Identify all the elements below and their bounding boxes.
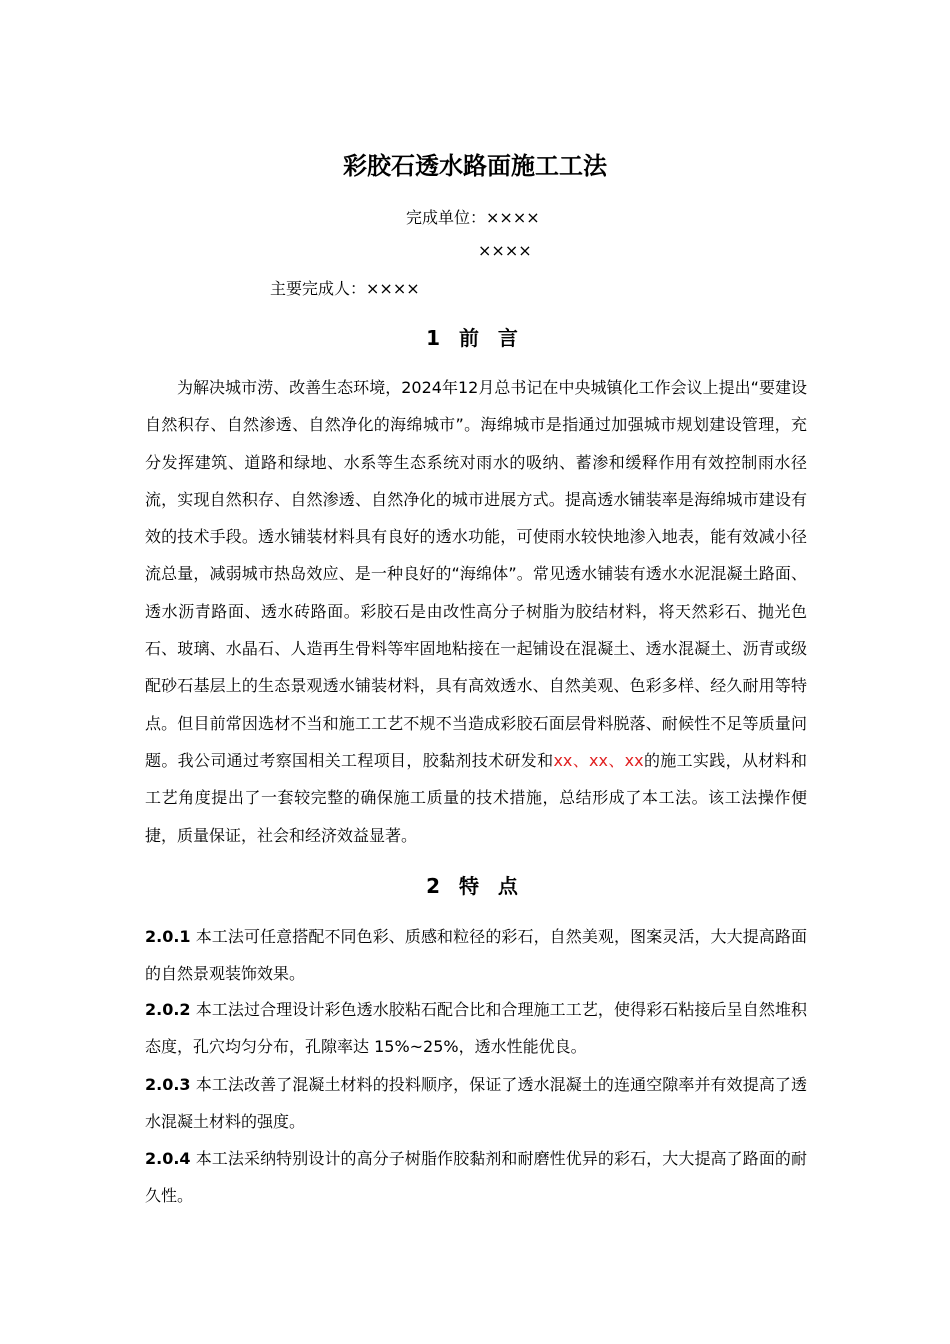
feature-text: 本工法可任意搭配不同色彩、质感和粒径的彩石，自然美观，图案灵活，大大提高路面的自然景观装饰效果。: [145, 927, 807, 983]
feature-number: 2.0.3: [145, 1075, 191, 1094]
document-title: 彩胶石透水路面施工工法: [343, 152, 607, 180]
preface-text-part1: 为解决城市涝、改善生态环境，2024年12月总书记在中央城镇化工作会议上提出“要建设自然积存、自然渗透、自然净化的海绵城市”。海绵城市是指通过加强城市规划建设管理，充分发挥建筑、道路和绿地、水系等生态系统对雨水的吸纳、蓄渗和缓释作用有效控制雨水径流，实现自然积存、自然渗透、自然净化的城市进展方式。提高透水铺装率是海绵城市建设有效的技术手段。透水铺装材料具有良好的透水功能，可使雨水较快地渗入地表，能有效减小径流总量，减弱城市热岛效应、是一种良好的“海绵体”。常见透水铺装有透水水泥混凝土路面、透水沥青路面、透水砖路面。彩胶石是由改性高分子树脂为胶结材料，将天然彩石、抛光色石、玻璃、水晶石、人造再生骨料等牢固地粘接在一起铺设在混凝土、透水混凝土、沥青或级配砂石基层上的生态景观透水铺装材料，具有高效透水、自然美观、色彩多样、经久耐用等特点。但目前常因选材不当和施工工艺不规不当造成彩胶石面层骨料脱落、耐候性不足等质量问题。我公司通过考察国相关工程项目，胶黏剂技术研发和: [145, 378, 807, 770]
preface-paragraph: [145, 369, 807, 854]
feature-number: 2.0.2: [145, 1000, 191, 1019]
feature-number: 2.0.4: [145, 1149, 191, 1168]
preface-project-placeholder: xx、xx、xx: [553, 750, 644, 770]
feature-number: 2.0.1: [145, 927, 191, 946]
feature-item: [145, 1140, 807, 1214]
completion-unit: 完成单位：××××: [406, 208, 540, 227]
section-heading-features: 2 特 点: [426, 874, 524, 898]
preface-text-part2: 的施工实践，从材料和工艺角度提出了一套较完整的确保施工质量的技术措施，总结形成了本工法。该工法操作便捷，质量保证，社会和经济效益显著。: [145, 750, 807, 845]
feature-item: [145, 918, 807, 992]
feature-text: 本工法采纳特别设计的高分子树脂作胶黏剂和耐磨性优异的彩石，大大提高了路面的耐久性。: [145, 1149, 807, 1205]
feature-text: 本工法改善了混凝土材料的投料顺序，保证了透水混凝土的连通空隙率并有效提高了透水混凝土材料的强度。: [145, 1075, 807, 1131]
feature-text: 本工法过合理设计彩色透水胶粘石配合比和合理施工工艺，使得彩石粘接后呈自然堆积态度，孔穴均匀分布，孔隙率达 15%~25%，透水性能优良。: [145, 1000, 807, 1056]
main-contributor: 主要完成人：××××: [270, 279, 420, 298]
feature-item: [145, 1066, 807, 1140]
section-heading-preface: 1 前 言: [426, 326, 524, 350]
feature-item: [145, 991, 807, 1065]
completion-unit-second: ××××: [478, 241, 532, 260]
